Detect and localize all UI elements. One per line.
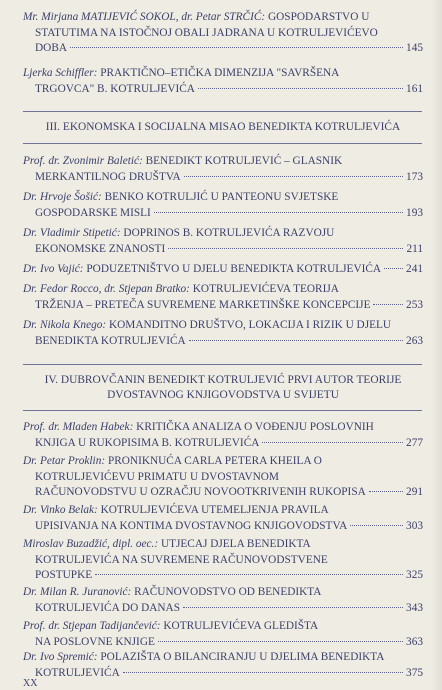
entry-page-number: 145 [406, 42, 423, 55]
toc-entry [23, 503, 423, 534]
section-heading-line: IV. DUBROVČANIN BENEDIKT KOTRULJEVIĆ PRVI AUTOR TEORIJE [44, 374, 402, 386]
toc-entry [23, 650, 423, 681]
entry-page-number: 173 [406, 170, 423, 183]
entry-author: Dr. Petar Proklin: [23, 455, 106, 467]
toc-entry [23, 282, 423, 313]
entry-title-line: KOTRULJEVIĆA [35, 666, 120, 679]
entry-author: Dr. Nikola Knego: [23, 319, 107, 331]
entry-title: KOTRULJEVIĆEVA TEORIJA [192, 283, 339, 295]
entry-author: Prof. dr. Stjepan Tadijančević: [23, 620, 161, 632]
entry-author: Dr. Fedor Rocco, dr. Stjepan Bratko: [23, 283, 190, 295]
entry-title: PODUZETNIŠTVO U DJELU BENEDIKTA KOTRULJEVIĆA [86, 263, 382, 275]
toc-entry [23, 226, 423, 257]
entry-author: Dr. Milan R. Juranović: [23, 586, 132, 598]
entry-title-line: TRŽENJA – PRETEČA SUVREMENE MARKETINŠKE KONCEPCIJE [35, 298, 371, 311]
section-rule [23, 364, 422, 365]
entry-title-line: GOSPODARSKE MISLI [35, 206, 151, 219]
entry-title: PRONIKNUĆA CARLA PETERA KHEILA O [107, 455, 322, 467]
entry-title: KOTRULJEVIĆEVA GLEDIŠTA [163, 620, 319, 632]
entry-title-line: STATUTIMA NA ISTOČNOJ OBALI JADRANA U KOTRULJEVIĆEVO [35, 26, 378, 39]
page-edge-shadow [432, 0, 442, 690]
toc-entry [23, 262, 423, 278]
leader-dots [373, 304, 403, 305]
entry-author: Dr. Vladimir Stipetić: [23, 227, 121, 239]
leader-dots [350, 525, 403, 526]
entry-title-line: RAČUNOVODSTVU U OZRAČJU NOVOOTKRIVENIH RUKOPISA [35, 486, 366, 499]
entry-title-line: DOBA [35, 42, 68, 55]
entry-title-line: KOTRULJEVIĆEVU PRIMATU U DVOSTAVNOM [35, 470, 279, 483]
entry-author: Prof. dr. Zvonimir Baletić: [23, 155, 143, 167]
section-rule [23, 410, 422, 411]
leader-dots [184, 176, 403, 177]
entry-title-line: BENEDIKTA KOTRULJEVIĆA [35, 334, 186, 347]
leader-dots [168, 248, 403, 249]
section-heading [23, 373, 423, 403]
entry-title: BENEDIKT KOTRULJEVIĆ – GLASNIK [145, 155, 343, 167]
entry-author: Dr. Vinko Belak: [23, 504, 98, 516]
toc-entry [23, 454, 423, 501]
entry-page-number: 161 [406, 82, 423, 95]
entry-title: POLAZIŠTA O BILANCIRANJU U DJELIMA BENEDIKTA [100, 651, 385, 663]
entry-page-number: 303 [406, 519, 423, 532]
entry-title: KOTRULJEVIĆEVA UTEMELJENJA PRAVILA [100, 504, 329, 516]
toc-entry [23, 10, 423, 57]
leader-dots [70, 47, 403, 48]
entry-author: Ljerka Schiffler: [23, 67, 98, 79]
section-rule [23, 111, 422, 112]
toc-entry [23, 585, 423, 616]
entry-title-line: TRGOVCA" B. KOTRULJEVIĆA [35, 82, 195, 95]
leader-dots [154, 212, 403, 213]
entry-page-number: 291 [406, 486, 423, 499]
leader-dots [158, 641, 403, 642]
entry-page-number: 241 [406, 263, 423, 275]
entry-author: Miroslav Buzadžić, dipl. oec.: [23, 538, 159, 550]
entry-author: Prof. dr. Mladen Habek: [23, 421, 134, 433]
entry-title-line: MERKANTILNOG DRUŠTVA [35, 170, 181, 183]
entry-page-number: 253 [406, 298, 423, 311]
entry-title-line: NA POSLOVNE KNJIGE [35, 635, 155, 648]
entry-title: KOMANDITNO DRUŠTVO, LOKACIJA I RIZIK U DJELU [108, 319, 392, 331]
leader-dots [369, 491, 403, 492]
leader-dots [183, 607, 403, 608]
entry-title-line: KOTRULJEVIĆA NA SUVREMENE RAČUNOVODSTVENE [35, 553, 328, 566]
toc-entry [23, 318, 423, 349]
entry-title-line: POSTUPKE [35, 569, 93, 582]
entry-title: BENKO KOTRULJIĆ U PANTEONU SVJETSKE [104, 191, 339, 203]
entry-title: PRAKTIČNO–ETIČKA DIMENZIJA "SAVRŠENA [100, 67, 340, 79]
entry-title: KRITIČKA ANALIZA O VOĐENJU POSLOVNIH [136, 421, 374, 433]
toc-entry [23, 420, 423, 451]
entry-title-line: KNJIGA U RUKOPISIMA B. KOTRULJEVIĆA [35, 436, 260, 449]
entry-title: RAČUNOVODSTVO OD BENEDIKTA [134, 586, 322, 598]
entry-title-line: KOTRULJEVIĆA DO DANAS [35, 601, 180, 614]
entry-author: Dr. Ivo Vajić: [23, 263, 84, 275]
toc-entry [23, 154, 423, 185]
entry-author: Dr. Hrvoje Šošić: [23, 191, 102, 203]
toc-entry [23, 537, 423, 584]
entry-title-line: UPISIVANJA NA KONTIMA DVOSTAVNOG KNJIGOVODSTVA [35, 519, 348, 532]
entry-author: Mr. Mirjana MATIJEVIĆ SOKOL, dr. Petar STRČIĆ: [23, 11, 266, 23]
entry-page-number: 325 [406, 569, 423, 582]
section-heading-line: DVOSTAVNOG KNJIGOVODSTVA U SVIJETU [107, 389, 339, 401]
leader-dots [189, 340, 403, 341]
entry-page-number: 211 [406, 242, 423, 255]
entry-page-number: 263 [406, 334, 423, 347]
toc-entry [23, 619, 423, 650]
leader-dots [384, 268, 403, 269]
entry-title-line: EKONOMSKE ZNANOSTI [35, 242, 166, 255]
entry-page-number: 277 [406, 436, 423, 449]
entry-page-number: 343 [406, 601, 423, 614]
entry-title: DOPRINOS B. KOTRULJEVIĆA RAZVOJU [123, 227, 335, 239]
leader-dots [262, 442, 403, 443]
section-rule [23, 143, 422, 144]
leader-dots [198, 88, 403, 89]
entry-title: UTJECAJ DJELA BENEDIKTA [160, 538, 311, 550]
toc-entry [23, 66, 423, 97]
leader-dots [123, 672, 403, 673]
entry-title: GOSPODARSTVO U [267, 11, 370, 23]
entry-author: Dr. Ivo Spremić: [23, 651, 98, 663]
toc-entry [23, 190, 423, 221]
page-number-footer: XX [23, 678, 38, 689]
section-heading: III. EKONOMSKA I SOCIJALNA MISAO BENEDIKTA KOTRULJEVIĆA [45, 121, 401, 133]
entry-page-number: 363 [406, 635, 423, 648]
entry-page-number: 375 [406, 666, 423, 679]
entry-page-number: 193 [406, 206, 423, 219]
leader-dots [95, 574, 403, 575]
